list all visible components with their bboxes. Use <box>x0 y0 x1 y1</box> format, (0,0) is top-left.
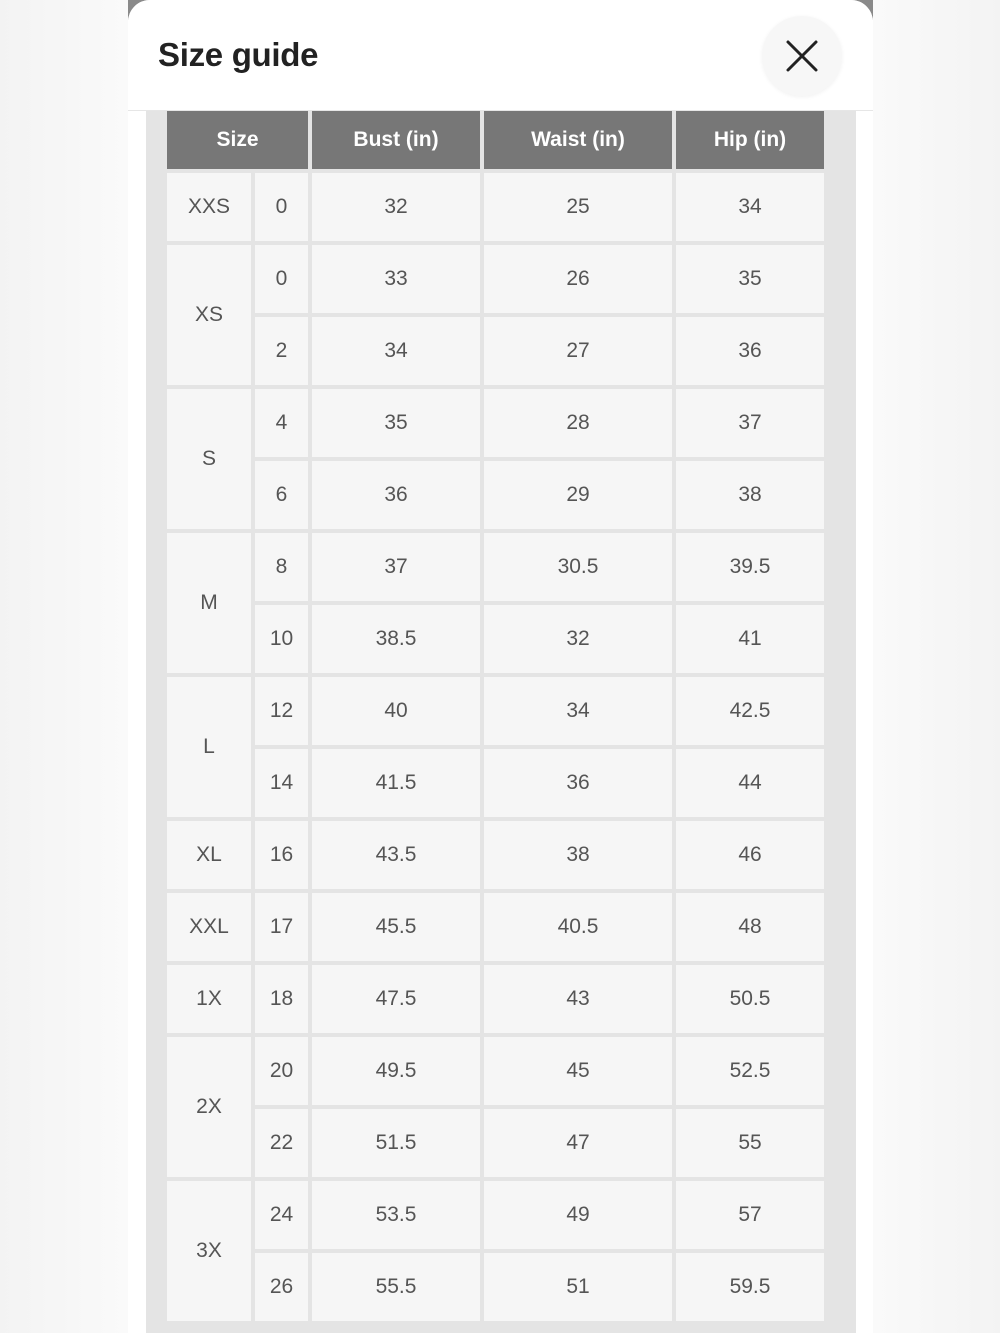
numeric-size-cell: 18 <box>255 965 312 1037</box>
size-label-cell: M <box>167 533 255 677</box>
bust-cell: 47.5 <box>312 965 484 1037</box>
numeric-size-cell: 8 <box>255 533 312 605</box>
bust-cell: 36 <box>312 461 484 533</box>
hip-cell: 57 <box>676 1181 824 1253</box>
table-row <box>167 173 824 245</box>
waist-cell: 32 <box>484 605 676 677</box>
numeric-size-cell: 14 <box>255 749 312 821</box>
numeric-size-cell: 12 <box>255 677 312 749</box>
bust-cell: 35 <box>312 389 484 461</box>
table-row <box>167 677 824 749</box>
header-size: Size <box>167 110 312 173</box>
waist-cell: 28 <box>484 389 676 461</box>
close-icon <box>785 39 819 73</box>
size-label-cell: XXS <box>167 173 255 245</box>
numeric-size-cell: 16 <box>255 821 312 893</box>
bust-cell: 32 <box>312 173 484 245</box>
hip-cell: 41 <box>676 605 824 677</box>
numeric-size-cell: 20 <box>255 1037 312 1109</box>
bust-cell: 41.5 <box>312 749 484 821</box>
waist-cell: 43 <box>484 965 676 1037</box>
numeric-size-cell: 0 <box>255 245 312 317</box>
waist-cell: 40.5 <box>484 893 676 965</box>
hip-cell: 48 <box>676 893 824 965</box>
bust-cell: 43.5 <box>312 821 484 893</box>
hip-cell: 52.5 <box>676 1037 824 1109</box>
waist-cell: 47 <box>484 1109 676 1181</box>
table-row <box>167 605 824 677</box>
numeric-size-cell: 4 <box>255 389 312 461</box>
bust-cell: 38.5 <box>312 605 484 677</box>
table-row <box>167 749 824 821</box>
numeric-size-cell: 17 <box>255 893 312 965</box>
hip-cell: 42.5 <box>676 677 824 749</box>
waist-cell: 38 <box>484 821 676 893</box>
size-label-cell: 3X <box>167 1181 255 1325</box>
hip-cell: 38 <box>676 461 824 533</box>
numeric-size-cell: 2 <box>255 317 312 389</box>
sheet-header <box>128 0 873 111</box>
bust-cell: 49.5 <box>312 1037 484 1109</box>
size-label-cell: 2X <box>167 1037 255 1181</box>
waist-cell: 45 <box>484 1037 676 1109</box>
size-label-cell: XS <box>167 245 255 389</box>
size-label-cell: XXL <box>167 893 255 965</box>
hip-cell: 59.5 <box>676 1253 824 1325</box>
bust-cell: 45.5 <box>312 893 484 965</box>
waist-cell: 27 <box>484 317 676 389</box>
table-row <box>167 461 824 533</box>
hip-cell: 35 <box>676 245 824 317</box>
numeric-size-cell: 22 <box>255 1109 312 1181</box>
header-waist: Waist (in) <box>484 110 676 173</box>
hip-cell: 55 <box>676 1109 824 1181</box>
numeric-size-cell: 26 <box>255 1253 312 1325</box>
table-header-row <box>167 110 824 173</box>
table-row <box>167 893 824 965</box>
close-button[interactable] <box>762 16 842 96</box>
size-table-panel <box>146 110 856 1333</box>
numeric-size-cell: 0 <box>255 173 312 245</box>
hip-cell: 50.5 <box>676 965 824 1037</box>
numeric-size-cell: 10 <box>255 605 312 677</box>
table-row <box>167 533 824 605</box>
waist-cell: 51 <box>484 1253 676 1325</box>
header-bust: Bust (in) <box>312 110 484 173</box>
hip-cell: 36 <box>676 317 824 389</box>
numeric-size-cell: 6 <box>255 461 312 533</box>
bust-cell: 51.5 <box>312 1109 484 1181</box>
hip-cell: 44 <box>676 749 824 821</box>
table-row <box>167 389 824 461</box>
table-row <box>167 965 824 1037</box>
table-row <box>167 821 824 893</box>
bust-cell: 55.5 <box>312 1253 484 1325</box>
waist-cell: 49 <box>484 1181 676 1253</box>
size-table <box>167 110 824 1325</box>
table-row <box>167 1109 824 1181</box>
size-label-cell: L <box>167 677 255 821</box>
bust-cell: 33 <box>312 245 484 317</box>
table-row <box>167 317 824 389</box>
hip-cell: 37 <box>676 389 824 461</box>
table-row <box>167 245 824 317</box>
waist-cell: 36 <box>484 749 676 821</box>
table-row <box>167 1181 824 1253</box>
hip-cell: 46 <box>676 821 824 893</box>
numeric-size-cell: 24 <box>255 1181 312 1253</box>
waist-cell: 30.5 <box>484 533 676 605</box>
waist-cell: 26 <box>484 245 676 317</box>
waist-cell: 29 <box>484 461 676 533</box>
waist-cell: 34 <box>484 677 676 749</box>
bust-cell: 40 <box>312 677 484 749</box>
header-hip: Hip (in) <box>676 110 824 173</box>
size-table-body <box>167 173 824 1325</box>
size-guide-sheet <box>128 0 873 1333</box>
bust-cell: 53.5 <box>312 1181 484 1253</box>
waist-cell: 25 <box>484 173 676 245</box>
page-title: Size guide <box>158 36 319 73</box>
hip-cell: 34 <box>676 173 824 245</box>
table-row <box>167 1253 824 1325</box>
size-label-cell: S <box>167 389 255 533</box>
bust-cell: 37 <box>312 533 484 605</box>
hip-cell: 39.5 <box>676 533 824 605</box>
size-label-cell: 1X <box>167 965 255 1037</box>
table-row <box>167 1037 824 1109</box>
size-label-cell: XL <box>167 821 255 893</box>
bust-cell: 34 <box>312 317 484 389</box>
